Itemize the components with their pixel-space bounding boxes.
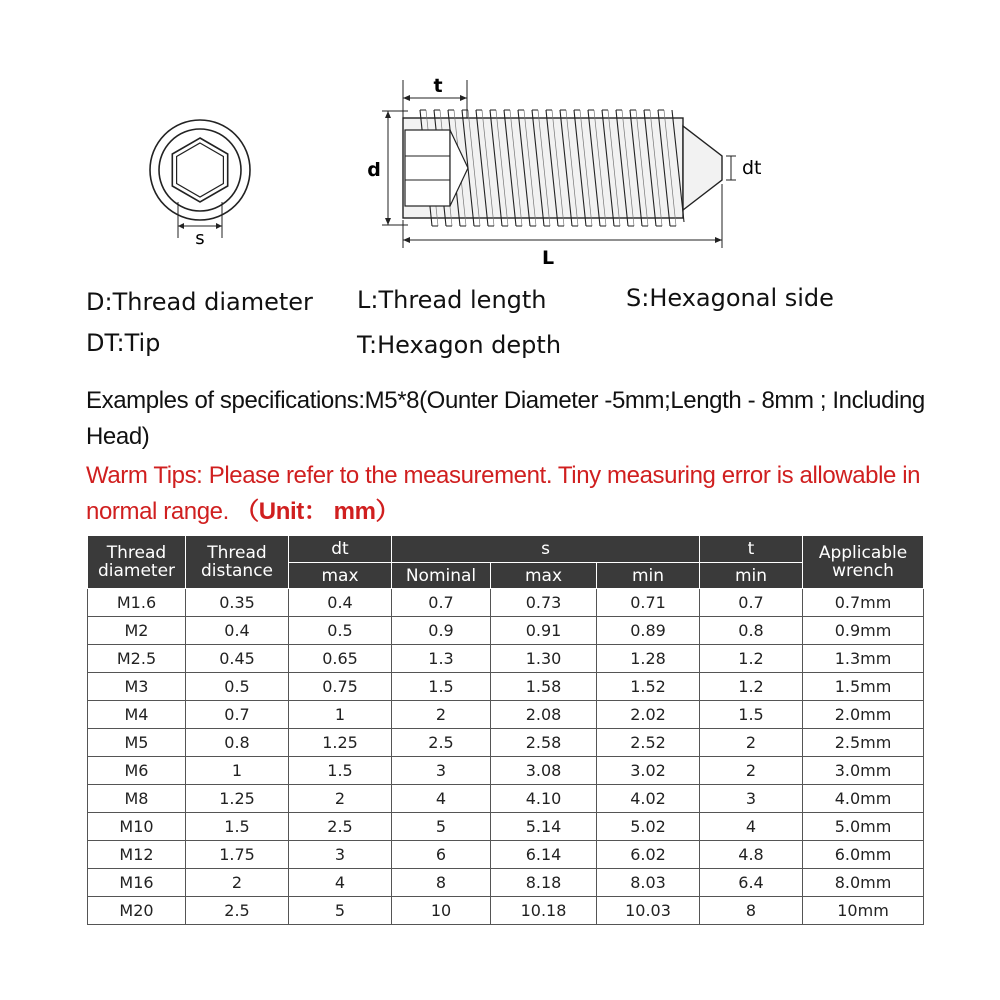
table-cell: 6.14 — [491, 841, 597, 869]
end-view-diagram — [140, 110, 280, 250]
table-cell: M8 — [88, 785, 186, 813]
table-cell: 0.73 — [491, 589, 597, 617]
table-row — [88, 673, 924, 701]
header-thread-distance: Thread distance — [186, 536, 289, 589]
table-cell: 2 — [700, 757, 803, 785]
table-cell: 0.7 — [186, 701, 289, 729]
unit-note: （Unit： mm） — [235, 498, 400, 525]
header-applicable-wrench: Applicable wrench — [803, 536, 924, 589]
table-row — [88, 645, 924, 673]
table-cell: 0.65 — [289, 645, 392, 673]
table-cell: M20 — [88, 897, 186, 925]
table-cell: 8 — [392, 869, 491, 897]
table-cell: 10mm — [803, 897, 924, 925]
specification-table — [87, 535, 924, 925]
table-cell: 4.02 — [597, 785, 700, 813]
table-cell: 0.7 — [392, 589, 491, 617]
table-cell: 2.58 — [491, 729, 597, 757]
warm-tips-text: Warm Tips: Please refer to the measurement. Tiny measuring error is allowable in normal range. — [86, 462, 921, 525]
s-dimension-label: s — [195, 228, 205, 249]
table-cell: 1.5 — [700, 701, 803, 729]
table-cell: 1.3mm — [803, 645, 924, 673]
table-cell: M1.6 — [88, 589, 186, 617]
table-cell: 8 — [700, 897, 803, 925]
table-cell: 0.91 — [491, 617, 597, 645]
table-row — [88, 841, 924, 869]
table-cell: 0.9 — [392, 617, 491, 645]
table-row — [88, 869, 924, 897]
table-cell: 1.3 — [392, 645, 491, 673]
table-cell: 1.2 — [700, 645, 803, 673]
table-row — [88, 729, 924, 757]
table-row — [88, 617, 924, 645]
specification-example: Examples of specifications:M5*8(Ounter Diameter -5mm;Length - 8mm ; Including Head) — [86, 387, 925, 450]
table-cell: 4.8 — [700, 841, 803, 869]
table-cell: 2.5 — [392, 729, 491, 757]
table-cell: 2.5 — [289, 813, 392, 841]
side-view-diagram — [360, 70, 780, 270]
legend-tip: DT:Tip — [86, 329, 161, 357]
table-cell: 0.8 — [700, 617, 803, 645]
table-cell: 3 — [289, 841, 392, 869]
end-view-inner-circle — [159, 129, 241, 211]
table-cell: M16 — [88, 869, 186, 897]
table-row — [88, 785, 924, 813]
table-cell: 10 — [392, 897, 491, 925]
table-cell: 8.0mm — [803, 869, 924, 897]
table-cell: M2 — [88, 617, 186, 645]
table-cell: 0.8 — [186, 729, 289, 757]
table-body — [88, 589, 924, 925]
table-cell: 0.7mm — [803, 589, 924, 617]
table-cell: M2.5 — [88, 645, 186, 673]
table-cell: 2.02 — [597, 701, 700, 729]
table-cell: 10.18 — [491, 897, 597, 925]
table-cell: 1.25 — [289, 729, 392, 757]
table-cell: M3 — [88, 673, 186, 701]
table-cell: 2 — [186, 869, 289, 897]
header-s-min: min — [597, 563, 700, 589]
table-cell: 0.5 — [186, 673, 289, 701]
table-cell: 2.0mm — [803, 701, 924, 729]
table-cell: M5 — [88, 729, 186, 757]
table-cell: 2 — [700, 729, 803, 757]
header-t: t — [700, 536, 803, 563]
table-cell: 1 — [186, 757, 289, 785]
table-cell: 0.4 — [289, 589, 392, 617]
table-cell: 6.02 — [597, 841, 700, 869]
header-s: s — [392, 536, 700, 563]
table-cell: 1.25 — [186, 785, 289, 813]
table-cell: 1.5mm — [803, 673, 924, 701]
hex-socket-inner — [177, 143, 224, 197]
table-cell: 2.08 — [491, 701, 597, 729]
table-cell: M4 — [88, 701, 186, 729]
table-cell: 0.71 — [597, 589, 700, 617]
table-cell: 3.02 — [597, 757, 700, 785]
table-cell: 0.4 — [186, 617, 289, 645]
table-cell: 3 — [392, 757, 491, 785]
header-dt: dt — [289, 536, 392, 563]
legend-thread-diameter: D:Thread diameter — [86, 288, 313, 316]
table-cell: 4 — [700, 813, 803, 841]
table-cell: 0.9mm — [803, 617, 924, 645]
table-cell: 0.75 — [289, 673, 392, 701]
table-cell: 1.5 — [392, 673, 491, 701]
table-cell: 0.35 — [186, 589, 289, 617]
legend-thread-length: L:Thread length — [357, 286, 547, 314]
table-cell: 2.5 — [186, 897, 289, 925]
table-row — [88, 897, 924, 925]
table-cell: M12 — [88, 841, 186, 869]
dt-dimension-label: dt — [742, 157, 762, 179]
table-row — [88, 757, 924, 785]
table-row — [88, 813, 924, 841]
table-cell: 1.75 — [186, 841, 289, 869]
table-cell: 1.5 — [186, 813, 289, 841]
table-cell: 8.18 — [491, 869, 597, 897]
hex-socket-outer — [172, 138, 227, 202]
table-cell: 3 — [700, 785, 803, 813]
table-cell: 8.03 — [597, 869, 700, 897]
table-cell: 5 — [289, 897, 392, 925]
t-dimension-label: t — [433, 75, 443, 97]
table-cell: 4 — [392, 785, 491, 813]
table-cell: M6 — [88, 757, 186, 785]
table-cell: 6 — [392, 841, 491, 869]
table-cell: 2.52 — [597, 729, 700, 757]
header-t-min: min — [700, 563, 803, 589]
table-cell: 1.2 — [700, 673, 803, 701]
table-cell: 0.5 — [289, 617, 392, 645]
table-cell: 2 — [289, 785, 392, 813]
table-cell: 6.4 — [700, 869, 803, 897]
table-cell: 3.0mm — [803, 757, 924, 785]
table-cell: 1.5 — [289, 757, 392, 785]
table-row — [88, 701, 924, 729]
header-s-nominal: Nominal — [392, 563, 491, 589]
table-cell: 1 — [289, 701, 392, 729]
table-cell: 1.30 — [491, 645, 597, 673]
table-cell: 5.0mm — [803, 813, 924, 841]
end-view-outer-circle — [150, 120, 250, 220]
hex-socket-section — [405, 130, 450, 206]
table-cell: 5.14 — [491, 813, 597, 841]
table-cell: 10.03 — [597, 897, 700, 925]
header-s-max: max — [491, 563, 597, 589]
table-cell: 0.7 — [700, 589, 803, 617]
table-cell: 1.52 — [597, 673, 700, 701]
table-cell: 0.89 — [597, 617, 700, 645]
table-cell: 4 — [289, 869, 392, 897]
warm-tips — [86, 458, 946, 530]
table-cell: 6.0mm — [803, 841, 924, 869]
header-dt-max: max — [289, 563, 392, 589]
table-cell: M10 — [88, 813, 186, 841]
legend-hexagon-depth: T:Hexagon depth — [357, 331, 562, 359]
header-thread-diameter: Thread diameter — [88, 536, 186, 589]
table-cell: 2 — [392, 701, 491, 729]
table-cell: 1.58 — [491, 673, 597, 701]
table-cell: 4.10 — [491, 785, 597, 813]
table-cell: 2.5mm — [803, 729, 924, 757]
table-cell: 3.08 — [491, 757, 597, 785]
table-cell: 5.02 — [597, 813, 700, 841]
table-cell: 4.0mm — [803, 785, 924, 813]
table-cell: 5 — [392, 813, 491, 841]
screw-tip — [683, 126, 722, 210]
l-dimension-label: L — [541, 247, 555, 269]
legend-hexagonal-side: S:Hexagonal side — [626, 284, 834, 312]
table-cell: 0.45 — [186, 645, 289, 673]
d-dimension-label: d — [367, 159, 381, 181]
table-cell: 1.28 — [597, 645, 700, 673]
table-row — [88, 589, 924, 617]
